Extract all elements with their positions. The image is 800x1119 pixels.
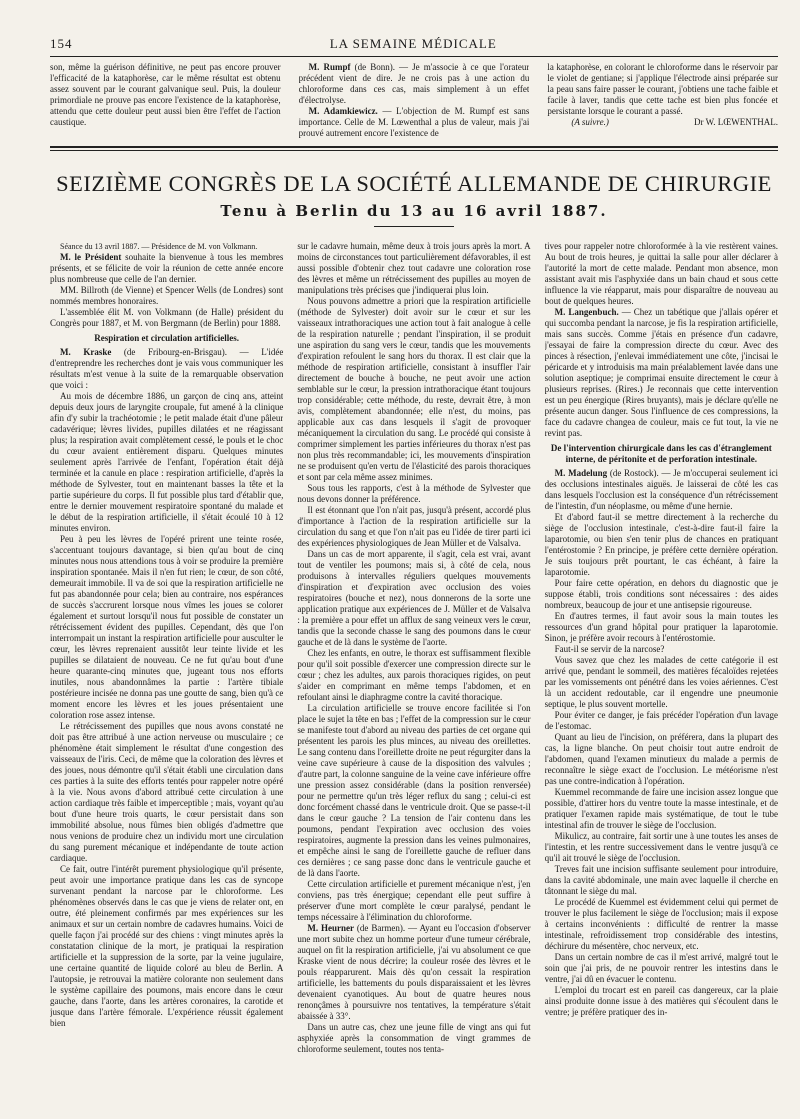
paragraph: Et d'abord faut-il se mettre directement à la recherche du siège de l'occlusion intestinale, c'est-à-dire faut-il faire la laparotomie, ou bien s'en tenir plus de chances en pratiquant l'entérostomie ? En principe, je préfère cette dernière opération. Je suis toujours prêt pourtant, le cas échéant, à faire la laparotomie.: [544, 512, 778, 577]
speaker-name: M. Madelung: [554, 468, 608, 478]
paragraph: [299, 62, 530, 106]
section-divider-thin: [50, 150, 778, 151]
paragraph: Nous pouvons admettre a priori que la respiration artificielle (méthode de Sylvester) doit avoir sur le cœur et sur les vaisseaux intrathoraciques une action tout à fait analogue à celle de la respiration naturelle ; pendant l'inspiration, il se produit une aspiration du sang vers le cœur, tandis que les mouvements d'expiration refoulent le sang hors du thorax. Il est clair que la méthode de respiration artificielle, consistant à insuffler l'air directement de bouche à bouche, ne peut avoir une action semblable sur le cœur, la pression intrathoracique étant toujours trop considérable; cette méthode, du reste, devrait être, à mon avis, complètement abandonnée; elle n'est, du moins, pas applicable aux cas dans lesquels il s'agit de provoquer mécaniquement la circulation du sang. Le procédé qui consiste à comprimer simplement les parties inférieures du thorax n'est pas non plus très recommandable; ici, les mouvements d'inspiration ne se produisent qu'en vertu de l'élasticité des parois thoraciques et sont par cela même assez minimes.: [297, 296, 531, 482]
paragraph: Dans un autre cas, chez une jeune fille de vingt ans qui fut asphyxiée après la consommation de vingt grammes de chloroforme seulement, toutes nos tenta-: [297, 1022, 531, 1054]
article-subtitle: Tenu à Berlin du 13 au 16 avril 1887.: [220, 202, 608, 220]
article-col-1: [50, 241, 283, 1101]
paragraph: Il est étonnant que l'on n'ait pas, jusqu'à présent, accordé plus d'importance à l'action de la respiration artificielle sur la circulation du sang et que l'on n'ait pas eu l'idée de tirer parti ici des expériences physiologiques de Jean Müller et de Valsalva.: [297, 505, 531, 548]
paragraph: Mikulicz, au contraire, fait sortir une à une toutes les anses de l'intestin, et les rentre successivement dans le ventre jusqu'à ce qu'il ait trouvé le siège de l'occlusion.: [544, 831, 778, 863]
paragraph: MM. Billroth (de Vienne) et Spencer Wells (de Londres) sont nommés membres honoraires.: [50, 285, 284, 306]
paragraph: Ce fait, outre l'intérêt purement physiologique qu'il présente, peut avoir une importance pratique dans les cas de syncope survenant pendant la narcose par le chloroforme. Les phénomènes observés dans le cas que je viens de relater ont, en outre, été pleinement confirmés par mes expériences sur les animaux et sur un certain nombre de cadavres humains. Voici de quelle façon j'ai procédé sur des chiens : vingt minutes après la constatation clinique de la mort, je pratiquai la respiration artificielle et la suppression de la sorte, par la veine jugulaire, une certaine quantité de liquide coloré au bleu de Berlin. A l'autopsie, je retrouvai la matière colorante non seulement dans le système capillaire des poumons, mais encore dans le cœur gauche, dans l'aorte, dans les artères coronaires, la carotide et jusque dans l'artère fémorale. L'expérience réussit également bien: [50, 864, 284, 1028]
paragraph: Cette circulation artificielle et purement mécanique n'est, j'en conviens, pas très énergique; cependant elle peut suffire à préserver d'une mort complète le cœur paralysé, pendant le temps nécessaire à l'élimination du chloroforme.: [297, 879, 531, 922]
paragraph: tives pour rappeler notre chloroformée à la vie restèrent vaines. Au bout de trois heures, je quittai la salle pour aller déclarer à l'autorité la mort de cette malade. Pendant mon absence, mon assistant avait mis l'asphyxiée dans un bain chaud et sous cette influence la vie réapparut, mais pour disparaître de nouveau au bout de quelques heures.: [544, 241, 778, 306]
prev-col-2: [299, 62, 530, 139]
previous-article-end: [50, 62, 778, 139]
paragraph: Sous tous les rapports, c'est à la méthode de Sylvester que nous devons donner la préférence.: [297, 483, 531, 504]
speaker-name: M. Rumpf: [308, 62, 351, 72]
paragraph: M. Kraske (de Fribourg-en-Brisgau). — L'idée d'entreprendre les recherches dont je vais vous communiquer les résultats m'est venue à la suite de la remarquable observation que voici :: [50, 347, 284, 390]
section-heading: Respiration et circulation artificielles.: [94, 333, 240, 343]
section-divider: [50, 146, 778, 148]
speaker-text: — L'objection de M. Rumpf est sans importance. Celle de M. Lœwenthal a plus de valeur, mais j'ai prouvé autrement encore l'existence de: [298, 106, 530, 138]
signature: Dr W. LŒWENTHAL.: [694, 117, 778, 127]
article-col-3: [545, 241, 778, 1101]
paragraph: Le rétrécissement des pupilles que nous avons constaté ne doit pas être attribué à une action nerveuse ou musculaire ; ce phénomène était simplement le résultat d'une congestion des vaisseaux de l'iris. Ceci, de même que la coloration des lèvres et des joues, nous démontre qu'il s'était établi une circulation dans ces parties à la suite des efforts tentés pour rappeler notre opéré à la vie. Nous avons d'abord attribué cette circulation à une action cardiaque très faible et imperceptible ; mais, voyant qu'au bout d'une heure trois quarts, le cœur persistait dans son immobilité absolue, nous fûmes bien obligés d'admettre que nous venions de produire chez un individu mort une circulation du sang purement mécanique et indépendante de toute action cardiaque.: [50, 721, 284, 863]
paragraph: M. Langenbuch. — Chez un tabétique que j'allais opérer et qui succomba pendant la narcose, je fis la respiration artificielle, mais sans succès. Comme j'étais en présence d'un cadavre, j'essayai de faire la compression directe du cœur. Avec des pinces à résection, j'enlevai immédiatement une côte, j'incisai le péricarde et y introduisis ma main préalablement lavée dans une solution aseptique; je comprimai ensuite directement le cœur à plusieurs reprises. (Rires.) Je reconnais que cette intervention est un peu énergique (Rires bruyants), mais je déclare qu'elle ne présente aucun danger. Sous l'influence de ces compressions, la face du cadavre changea de couleur, mais ce fut tout, la vie ne revint pas.: [544, 307, 778, 438]
speaker-name: M. Adamkiewicz.: [308, 106, 378, 116]
paragraph: Quant au lieu de l'incision, on préférera, dans la plupart des cas, la ligne blanche. On peut choisir tout autre endroit de l'abdomen, quand l'examen minutieux du malade a permis de reconnaître le siège exact de l'occlusion. Le météorisme n'est pas une contre-indication à l'opération.: [544, 732, 778, 786]
paragraph: M. Madelung (de Rostock). — Je m'occuperai seulement ici des occlusions intestinales aiguës. Je laisserai de côté les cas dans lesquels l'occlusion est la conséquence d'un rétrécissement de l'intestin, d'un néoplasme, ou même d'une hernie.: [544, 468, 778, 511]
paragraph: L'assemblée élit M. von Volkmann (de Halle) président du Congrès pour 1887, et M. von Bergmann (de Berlin) pour 1888.: [50, 307, 284, 328]
title-rule: [374, 226, 454, 227]
paragraph: M. le Président souhaite la bienvenue à tous les membres présents, et se félicite de voir la réunion de cette année encore plus nombreuse que celle de l'an dernier.: [50, 252, 284, 284]
to-be-continued: (A suivre.): [571, 117, 609, 127]
paragraph: Pour faire cette opération, en dehors du diagnostic que je suppose établi, trois conditions sont nécessaires : des aides nombreux, beaucoup de jour et une antisepsie rigoureuse.: [544, 578, 778, 610]
paragraph: [299, 106, 530, 139]
paragraph: Au mois de décembre 1886, un garçon de cinq ans, atteint depuis deux jours de laryngite croupale, fut amené à la clinique afin d'y subir la trachéotomie ; le petit malade était d'une pâleur cadavérique; lèvres livides, pupilles dilatées et ne réagissant plus; la respiration avait complètement cessé, le pouls et le choc du cœur avaient entièrement disparu. Quelques minutes seulement après l'arrivée de l'enfant, l'opération était déjà terminée et la canule en place : respiration artificielle, d'après la méthode de Sylvester, tout en maintenant basses la tête et la partie supérieure du corps. Il fut possible plus tard d'établir que, entre le dernier mouvement respiratoire spontané du malade et le début de la respiration artificielle, il s'était écoulé 10 à 12 minutes environ.: [50, 391, 284, 533]
header-rule: [50, 56, 778, 57]
journal-title: LA SEMAINE MÉDICALE: [329, 36, 497, 51]
paragraph: Pour éviter ce danger, je fais précéder l'opération d'un lavage de l'estomac.: [544, 710, 778, 731]
paragraph: L'emploi du trocart est en pareil cas dangereux, car la plaie ainsi produite donne issue à des matières qui s'écoulent dans le ventre; je préfère pratiquer des in-: [544, 985, 778, 1017]
paragraph: Chez les enfants, en outre, le thorax est suffisamment flexible pour qu'il soit possible d'exercer une compression directe sur le cœur ; chez les adultes, aux parois thoraciques rigides, on peut s'aider en comprimant en même temps l'abdomen, et en refoulant ainsi le diaphragme contre la cavité thoracique.: [297, 648, 531, 702]
paragraph: la kataphorèse, en colorant le chloroforme dans le réservoir par le violet de gentiane; si j'applique l'électrode ainsi préparée sur la peau sans faire passer le courant, j'obtiens une tache faible et facile à laver, tandis que cette tache est bien plus foncée et persistante lorsque le courant a passé.: [547, 62, 778, 116]
paragraph: Le procédé de Kuemmel est évidemment celui qui permet de trouver le plus facilement le siège de l'occlusion; mais il expose à certains inconvénients : difficulté de rentrer la masse intestinale, refroidissement trop considérable des intestins, déchirure du mésentère, choc nerveux, etc.: [544, 897, 778, 951]
article-col-2: [297, 241, 530, 1101]
paragraph: Vous savez que chez les malades de cette catégorie il est arrivé que, pendant le sommeil, des matières fécaloïdes rejetées par les vomissements ont pénétré dans les voies aériennes. C'est là un accident redoutable, car il engendre une pneumonie septique, le plus souvent mortelle.: [544, 655, 778, 709]
paragraph: M. Heurner (de Barmen). — Ayant eu l'occasion d'observer une mort subite chez un homme porteur d'une tumeur cérébrale, auquel on fit la respiration artificielle, j'ai vu absolument ce que Kraske vient de nous décrire; la couleur rosée des lèvres et le pouls réapparurent. Mais dès qu'on cessait la respiration artificielle, les battements du pouls disparaissaient et les lèvres devenaient cyanotiques. Au bout de quatre heures nous renonçâmes à poursuivre nos tentatives, la température s'était abaissée à 33°.: [297, 923, 531, 1021]
page-number: 154: [50, 36, 73, 51]
speaker-name: M. Kraske: [60, 347, 112, 357]
paragraph: sur le cadavre humain, même deux à trois jours après la mort. A moins de circonstances tout particulièrement défavorables, il est aussi possible d'obtenir chez tout cadavre une coloration rose des lèvres et même un rétrécissement des pupilles au moyen de manipulations très précises que j'indiquerai plus loin.: [297, 241, 531, 295]
session-line: Séance du 13 avril 1887. — Présidence de M. von Volkmann.: [60, 242, 258, 251]
speaker-name: M. Langenbuch.: [554, 307, 619, 317]
running-head: [50, 36, 778, 52]
paragraph: Kuemmel recommande de faire une incision assez longue que possible, d'attirer hors du ventre toute la masse intestinale, et de pratiquer l'examen rapide mais systématique, de tout le tube intestinal afin de trouver le siège de l'occlusion.: [544, 787, 778, 830]
paragraph: Faut-il se servir de la narcose?: [554, 644, 665, 654]
page: [50, 36, 778, 1101]
speaker-name: M. Heurner: [307, 923, 354, 933]
prev-col-1: [50, 62, 281, 139]
paragraph: Dans un cas de mort apparente, il s'agit, cela est vrai, avant tout de ventiler les poumons; mais si, à côté de cela, nous produisons à intervalles réguliers quelques mouvements d'inspiration et d'expiration avec occlusion des voies respiratoires (bouche et nez), nous donnerons de la sorte une application pratique aux expériences de J. Müller et de Valsalva : la première a pour effet un afflux de sang veineux vers le cœur, tandis que la seconde chasse le sang des poumons dans le cœur gauche et de là dans le système de l'aorte.: [297, 549, 531, 647]
paragraph: Dans un certain nombre de cas il m'est arrivé, malgré tout le soin que j'ai pris, de ne pouvoir rentrer les intestins dans le ventre, j'ai dû en évacuer le contenu.: [544, 952, 778, 984]
article-body: [50, 241, 778, 1101]
prev-col-3: [547, 62, 778, 139]
speaker-text: (de Bonn). — Je m'associe à ce que l'orateur précédent vient de dire. Je ne crois pas à une action du chloroforme dans ces cas, mais simplement à un effet d'électrolyse.: [298, 62, 530, 105]
paragraph: La circulation artificielle se trouve encore facilitée si l'on place le sujet la tête en bas ; l'effet de la compression sur le cœur se manifeste tout d'abord au niveau des parties de cet organe qui présentent les parois les plus minces, au niveau des oreillettes. Le sang contenu dans l'oreillette droite ne peut régurgiter dans la veine cave supérieure à cause de la disposition des valvules ; d'autre part, la colonne sanguine de la veine cave inférieure offre une pression assez considérable (dans la position renversée) pour ne permettre qu'un très léger reflux du sang ; celui-ci est donc forcément chassé dans le ventricule droit. Que se passe-t-il dans le cœur gauche ? La tension de l'air contenu dans les poumons, pendant l'expiration avec occlusion des voies respiratoires, augmente la pression dans les veines pulmonaires, et empêche ainsi le sang de l'oreillette gauche de refluer dans ces dernières ; ce sang passe donc dans le ventricule gauche et de là dans l'aorte.: [297, 703, 531, 878]
article-title: SEIZIÈME CONGRÈS DE LA SOCIÉTÉ ALLEMANDE DE CHIRURGIE: [56, 171, 772, 196]
section-heading: De l'intervention chirurgicale dans les cas d'étranglement interne, de péritonite et de perforation intestinale.: [550, 443, 772, 464]
paragraph: En d'autres termes, il faut avoir sous la main toutes les ressources d'un grand hôpital pour pratiquer la laparotomie. Sinon, je préfère avoir recours à l'entérostomie.: [544, 611, 778, 643]
paragraph: Treves fait une incision suffisante seulement pour introduire, dans la cavité abdominale, une main avec laquelle il cherche en tâtonnant le siège du mal.: [544, 864, 778, 896]
paragraph: Peu à peu les lèvres de l'opéré prirent une teinte rosée, s'accentuant toujours davantage, si bien qu'au bout de cinq minutes nous nous attendions tous à voir se produire la première inspiration spontanée. Mais il n'en fut rien; le cœur, de son côté, demeurait immobile. Il va de soi que la respiration artificielle ne fut pas abandonnée pour cela; bien au contraire, nos espérances de succès s'accrurent lorsque nous vîmes les joues se colorer également et surtout lorsqu'il nous fut possible de constater un rétrécissement évident des pupilles. Cependant, dès que l'on interrompait un instant la respiration artificielle pour ausculter le cœur, les lèvres reprenaient aussitôt leur teinte livide et les pupilles se dilataient de nouveau. Ce ne fut qu'au bout d'une heure quarante-cinq minutes que, jugeant tous nos efforts inutiles, nous abandonnâmes la partie : l'artère tibiale postérieure incisée ne donna pas une goutte de sang, bien qu'à ce moment encore les lèvres et les joues présentaient une coloration rose assez intense.: [50, 534, 284, 720]
speaker-name: M. le Président: [60, 252, 122, 262]
paragraph: son, même la guérison définitive, ne peut pas encore prouver l'efficacité de la kataphorèse, car le même résultat est obtenu assez souvent par le courant galvanique seul. Puis, la douleur primordiale ne prouve pas encore l'existence de la kataphorèse, attendu que cette douleur peut aussi bien être l'effet de l'action caustique.: [50, 62, 281, 127]
